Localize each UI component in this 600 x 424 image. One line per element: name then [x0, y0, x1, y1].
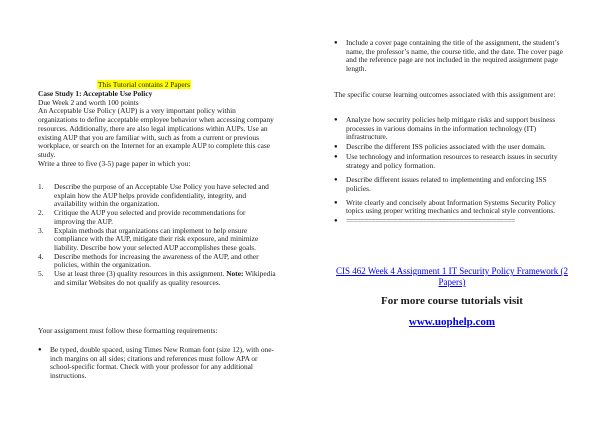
site-link[interactable]: www.uophelp.com: [408, 316, 496, 328]
list-item: ● ==============================================: [334, 216, 515, 226]
format-list-continued: [334, 38, 570, 74]
task-list: [38, 182, 276, 287]
list-item: 4. Describe methods for increasing the awareness of the AUP, and other policies, within the organization.: [38, 251, 259, 270]
write-instruction: Write a three to five (3-5) page paper in which you:: [38, 158, 191, 168]
intro-paragraph: An Acceptable Use Policy (AUP) is a very important policy within organizations to define acceptable employee behavior when accessing company resources. Additionally, there are also legal implications within AUPs. Use an existing AUP that you are familiar with, such as from a current or previous workplace, or search on the Internet for an example AUP to complete this case study.: [38, 106, 274, 159]
left-column: [38, 0, 276, 424]
list-item: 2. Critique the AUP you selected and provide recommendations for improving the AUP.: [38, 208, 246, 226]
list-item: ● Be typed, double spaced, using Times New Roman font (size 12), with one-inch margins on all sides; citations and references must follow APA or school-specific format. Check with your professor for any additional instructions.: [38, 345, 274, 381]
course-link[interactable]: CIS 462 Week 4 Assignment 1 IT Security Policy Framework (2 Papers): [336, 266, 568, 287]
list-item: ● Use technology and information resources to research issues in security strategy and policy formation.: [334, 151, 558, 170]
format-list: [38, 345, 276, 381]
list-item: 1. Describe the purpose of an Acceptable Use Policy you have selected and explain how the AUP helps provide confidentiality, integrity, and availability within the organization.: [38, 182, 269, 209]
outcomes-list: [334, 115, 570, 226]
list-item: 5. Use at least three (3) quality resources in this assignment. Note: Wikipedia and similar Websites do not qualify as quality resources.: [38, 269, 276, 287]
case-study-section: [38, 90, 276, 168]
list-item: ● Describe different issues related to implementing and enforcing ISS policies.: [334, 175, 547, 193]
list-item: ● Analyze how security policies help mitigate risks and support business processes in various domains in the information technology (IT) infrastructure.: [334, 115, 556, 142]
note-label: Note:: [226, 269, 244, 279]
note-text: Wikipedia and similar Websites do not qualify as quality resources.: [54, 269, 276, 287]
format-intro: Your assignment must follow these formatting requirements:: [38, 326, 218, 335]
outcomes-intro: The specific course learning outcomes associated with this assignment are:: [334, 90, 556, 99]
list-item: 3. Explain methods that organizations can implement to help ensure compliance with the AUP, mitigate their risk exposure, and minimize liability. Describe how your selected AUP accomplishes these goals.: [38, 225, 259, 252]
tutorial-banner: This Tutorial contains 2 Papers: [98, 80, 190, 89]
list-item: ● Describe the different ISS policies associated with the user domain.: [334, 142, 546, 152]
due-line: Due Week 2 and worth 100 points: [38, 97, 139, 107]
tutorials-heading: For more course tutorials visit: [381, 295, 523, 307]
list-item: ● Include a cover page containing the title of the assignment, the student’s name, the professor’s name, the course title, and the date. The cover page and the reference page are not included in the required assignment page length.: [334, 38, 563, 74]
list-item: ● Write clearly and concisely about Information Systems Security Policy topics using proper writing mechanics and technical style conventions.: [334, 197, 556, 216]
case-study-title: Case Study 1: Acceptable Use Policy: [38, 89, 153, 98]
right-column: [334, 0, 570, 424]
